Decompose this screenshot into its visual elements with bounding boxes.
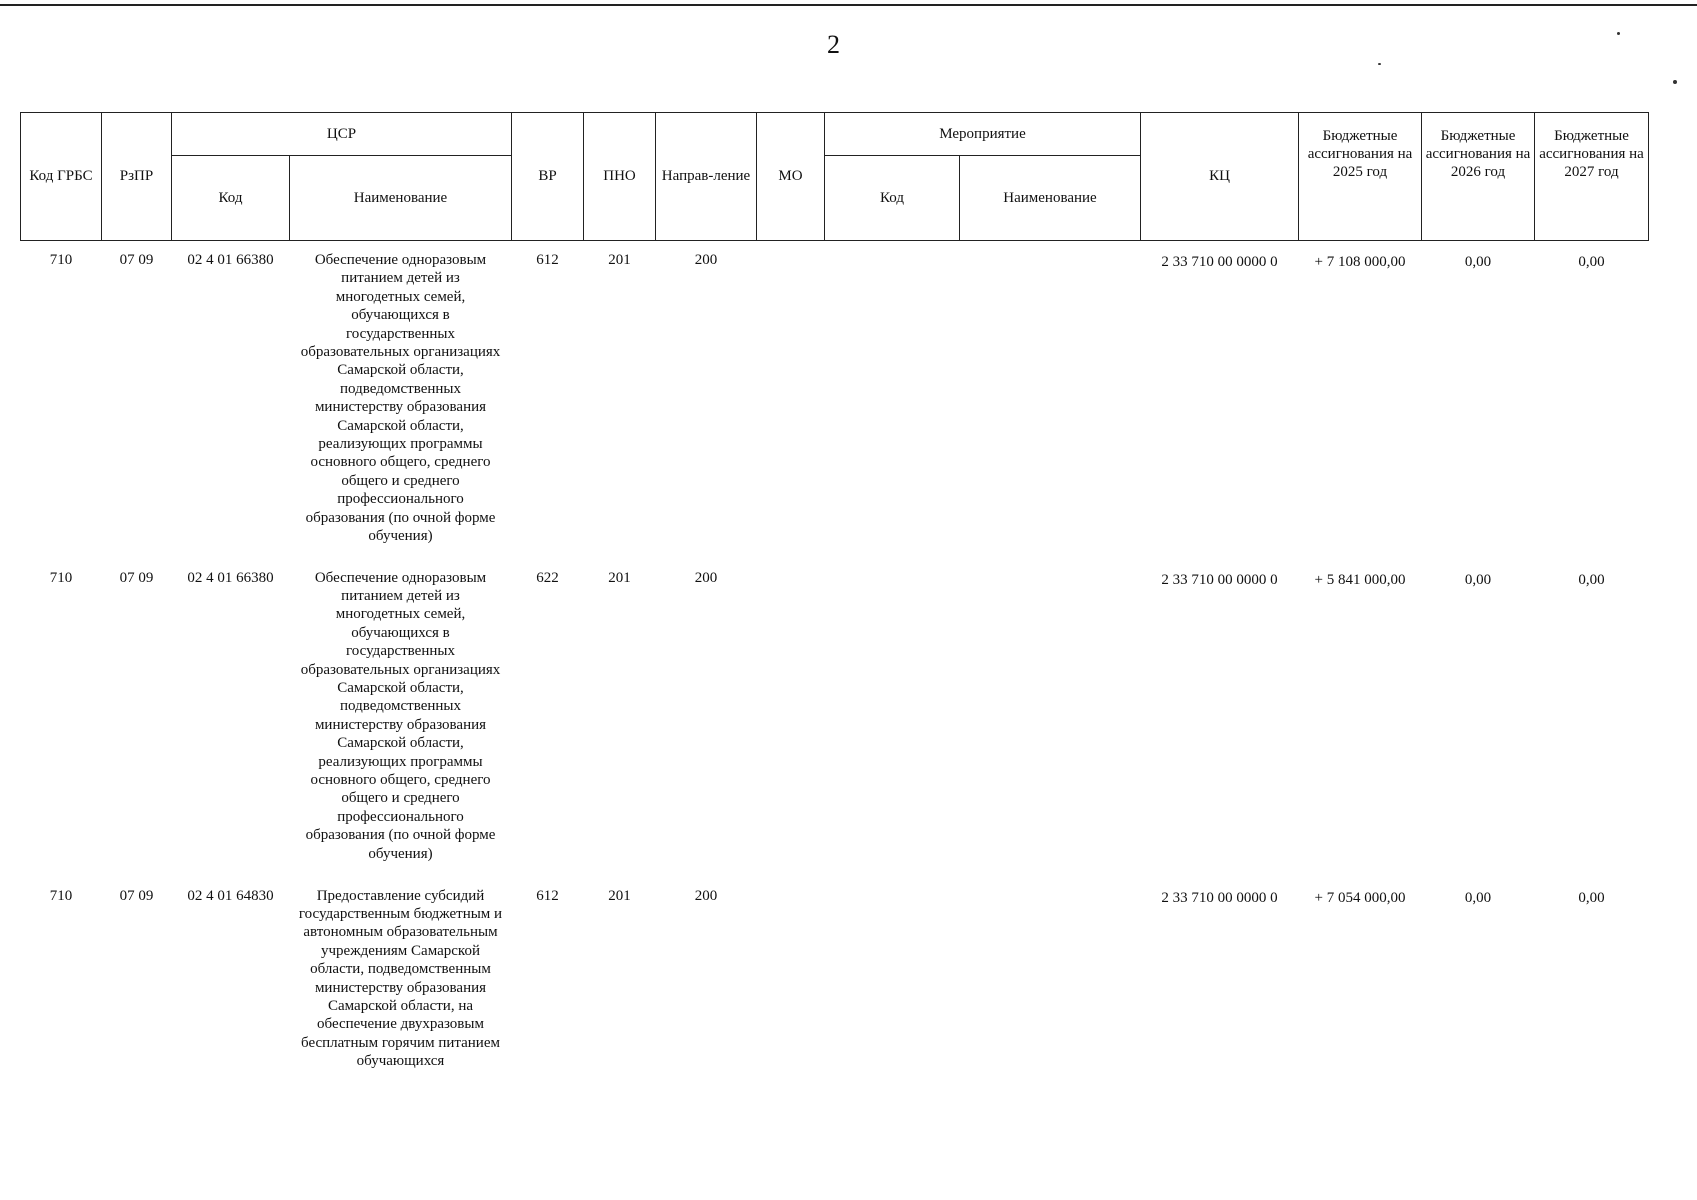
cell-csr-code: 02 4 01 64830 bbox=[187, 887, 274, 904]
header-vr: ВР bbox=[512, 113, 584, 241]
cell-budget-2027: 0,00 bbox=[1578, 571, 1605, 588]
cell-csr-name: Обеспечение одноразовым питанием детей из многодетных семей, обучающихся в государственных образовательных организациях Самарской области, подведомственных министерству образования Самарской области, реализующих программы основного общего, среднего общего и среднего профессионального образования (по очной форме обучения) bbox=[300, 569, 501, 862]
header-grbs: Код ГРБС bbox=[21, 113, 102, 241]
cell-pno: 201 bbox=[608, 887, 631, 904]
cell-rzpr: 07 09 bbox=[119, 887, 154, 904]
header-event-code: Код bbox=[825, 156, 960, 241]
cell-grbs: 710 bbox=[49, 887, 73, 904]
cell-pno: 201 bbox=[608, 569, 631, 586]
header-budget-2025: Бюджетные ассигнования на 2025 год bbox=[1299, 113, 1422, 241]
cell-csr-name: Обеспечение одноразовым питанием детей из многодетных семей, обучающихся в государственных образовательных организациях Самарской области, подведомственных министерству образования Самарской области, реализующих программы основного общего, среднего общего и среднего профессионального образования (по очной форме обучения) bbox=[300, 252, 501, 545]
table-header bbox=[21, 113, 1649, 241]
header-budget-2026: Бюджетные ассигнования на 2026 год bbox=[1422, 113, 1535, 241]
cell-event-name bbox=[960, 877, 1141, 1195]
header-direction: Направ-ление bbox=[656, 113, 757, 241]
cell-mo bbox=[757, 877, 825, 1195]
top-rule bbox=[0, 4, 1697, 6]
cell-budget-2025: + 5 841 000,00 bbox=[1314, 571, 1406, 588]
cell-budget-2027: 0,00 bbox=[1578, 889, 1605, 906]
cell-direction: 200 bbox=[694, 569, 718, 586]
cell-csr-code: 02 4 01 66380 bbox=[187, 569, 274, 586]
cell-event-code bbox=[825, 559, 960, 877]
header-event: Мероприятие bbox=[825, 113, 1141, 156]
header-kc: КЦ bbox=[1141, 113, 1299, 241]
cell-direction: 200 bbox=[694, 887, 718, 904]
cell-grbs: 710 bbox=[49, 252, 73, 268]
table-body bbox=[21, 241, 1649, 1195]
cell-vr: 612 bbox=[536, 887, 559, 904]
scan-speck bbox=[1378, 63, 1381, 65]
cell-direction: 200 bbox=[694, 252, 718, 268]
budget-table bbox=[20, 112, 1649, 1195]
header-mo: МО bbox=[757, 113, 825, 241]
header-pno: ПНО bbox=[584, 113, 656, 241]
cell-kc: 2 33 710 00 0000 0 bbox=[1161, 889, 1278, 906]
cell-budget-2026: 0,00 bbox=[1464, 254, 1492, 270]
table-row bbox=[21, 559, 1649, 877]
cell-event-name bbox=[960, 241, 1141, 559]
cell-budget-2026: 0,00 bbox=[1464, 889, 1492, 906]
cell-mo bbox=[757, 241, 825, 559]
header-event-name: Наименование bbox=[960, 156, 1141, 241]
scan-speck bbox=[1617, 32, 1620, 35]
cell-rzpr: 07 09 bbox=[119, 569, 154, 586]
cell-event-code bbox=[825, 241, 960, 559]
cell-pno: 201 bbox=[608, 252, 631, 268]
cell-grbs: 710 bbox=[49, 569, 73, 586]
cell-vr: 622 bbox=[536, 569, 559, 586]
cell-mo bbox=[757, 559, 825, 877]
cell-event-code bbox=[825, 877, 960, 1195]
cell-budget-2025: + 7 054 000,00 bbox=[1314, 889, 1406, 906]
cell-kc: 2 33 710 00 0000 0 bbox=[1161, 254, 1278, 270]
table-row bbox=[21, 241, 1649, 559]
cell-rzpr: 07 09 bbox=[119, 252, 154, 268]
page-number: 2 bbox=[827, 30, 840, 59]
cell-event-name bbox=[960, 559, 1141, 877]
cell-kc: 2 33 710 00 0000 0 bbox=[1161, 571, 1278, 588]
header-csr-name: Наименование bbox=[290, 156, 512, 241]
cell-csr-code: 02 4 01 66380 bbox=[187, 252, 274, 268]
cell-vr: 612 bbox=[536, 252, 559, 268]
cell-budget-2027: 0,00 bbox=[1578, 254, 1605, 270]
cell-csr-name: Предоставление субсидий государственным бюджетным и автономным образовательным учреждениям Самарской области, подведомственным министерству образования Самарской области, на обеспечение двухразовым бесплатным горячим питанием обучающихся bbox=[298, 887, 503, 1070]
header-budget-2027: Бюджетные ассигнования на 2027 год bbox=[1535, 113, 1649, 241]
header-csr-code: Код bbox=[172, 156, 290, 241]
header-csr: ЦСР bbox=[172, 113, 512, 156]
header-rzpr: РзПР bbox=[102, 113, 172, 241]
cell-budget-2025: + 7 108 000,00 bbox=[1314, 254, 1406, 270]
table-row bbox=[21, 877, 1649, 1195]
scan-speck bbox=[1673, 80, 1677, 84]
cell-budget-2026: 0,00 bbox=[1464, 571, 1492, 588]
